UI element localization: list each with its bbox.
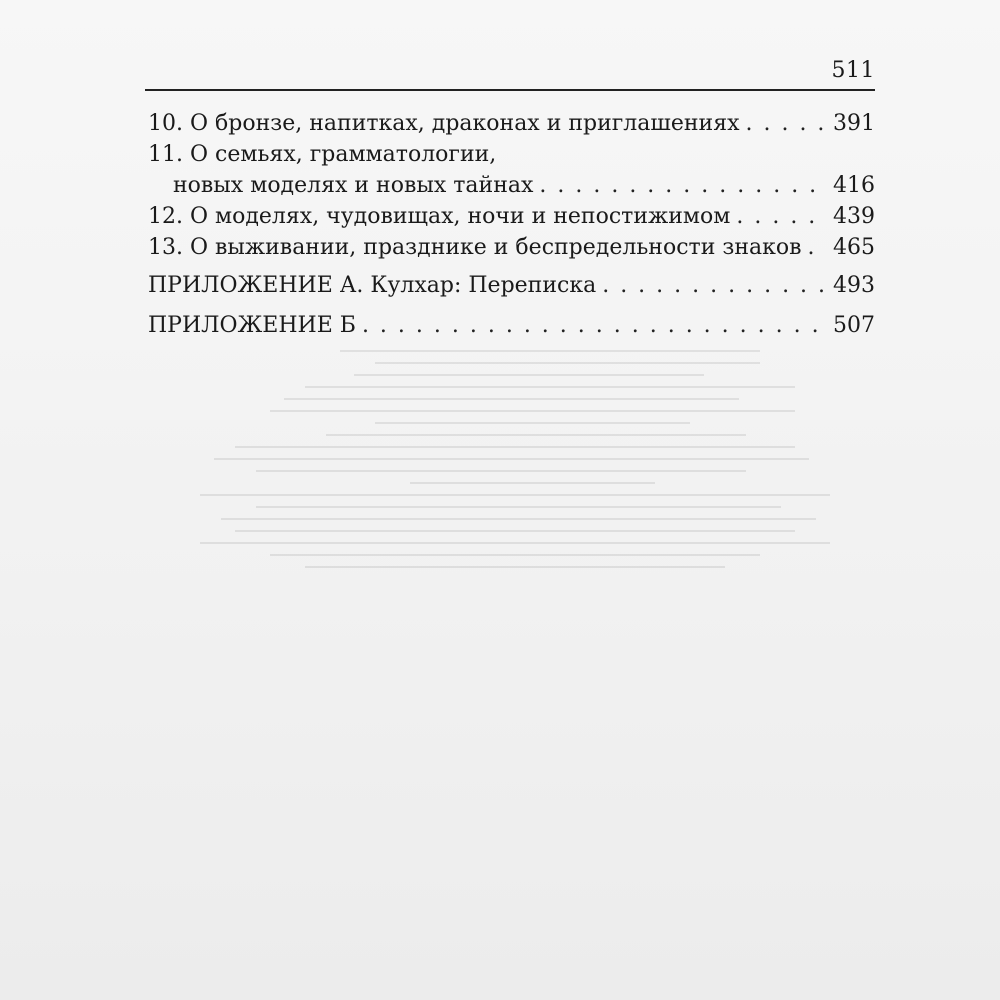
toc-entry-title: новых моделях и новых тайнах	[173, 173, 534, 198]
toc-entry-chapter-10	[148, 108, 875, 139]
header-rule	[145, 89, 875, 91]
dot-leader	[745, 108, 827, 139]
toc-entry-page: 465	[833, 235, 875, 260]
toc-entry-chapter-11	[148, 139, 875, 170]
toc-entry-page: 391	[833, 111, 875, 136]
toc-entry-page: 493	[833, 273, 875, 298]
toc-entry-title: 13. О выживании, празднике и беспредельности знаков	[148, 235, 802, 260]
dot-leader	[362, 309, 827, 343]
toc-entry-title: ПРИЛОЖЕНИЕ Б	[148, 313, 356, 338]
toc-entry-title: 12. О моделях, чудовищах, ночи и непостижимом	[148, 204, 731, 229]
toc-entry-appendix-a	[148, 269, 875, 303]
toc-entry-page: 507	[833, 313, 875, 338]
toc-entry-title: ПРИЛОЖЕНИЕ А. Кулхар: Переписка	[148, 273, 597, 298]
toc-entry-chapter-11-continued	[148, 170, 875, 201]
toc-entry-title: 10. О бронзе, напитках, драконах и приглашениях	[148, 111, 740, 136]
bleed-through-text	[200, 340, 900, 1000]
dot-leader	[539, 170, 827, 201]
toc-entry-title: 11. О семьях, грамматологии,	[148, 142, 497, 167]
toc-entry-appendix-b	[148, 309, 875, 343]
dot-leader	[808, 232, 827, 263]
toc-entry-chapter-13	[148, 232, 875, 263]
toc-entry-page: 416	[833, 173, 875, 198]
page-number: 511	[831, 58, 875, 83]
dot-leader	[736, 201, 827, 232]
dot-leader	[602, 269, 827, 303]
table-of-contents	[148, 108, 875, 343]
toc-entry-chapter-12	[148, 201, 875, 232]
toc-entry-page: 439	[833, 204, 875, 229]
